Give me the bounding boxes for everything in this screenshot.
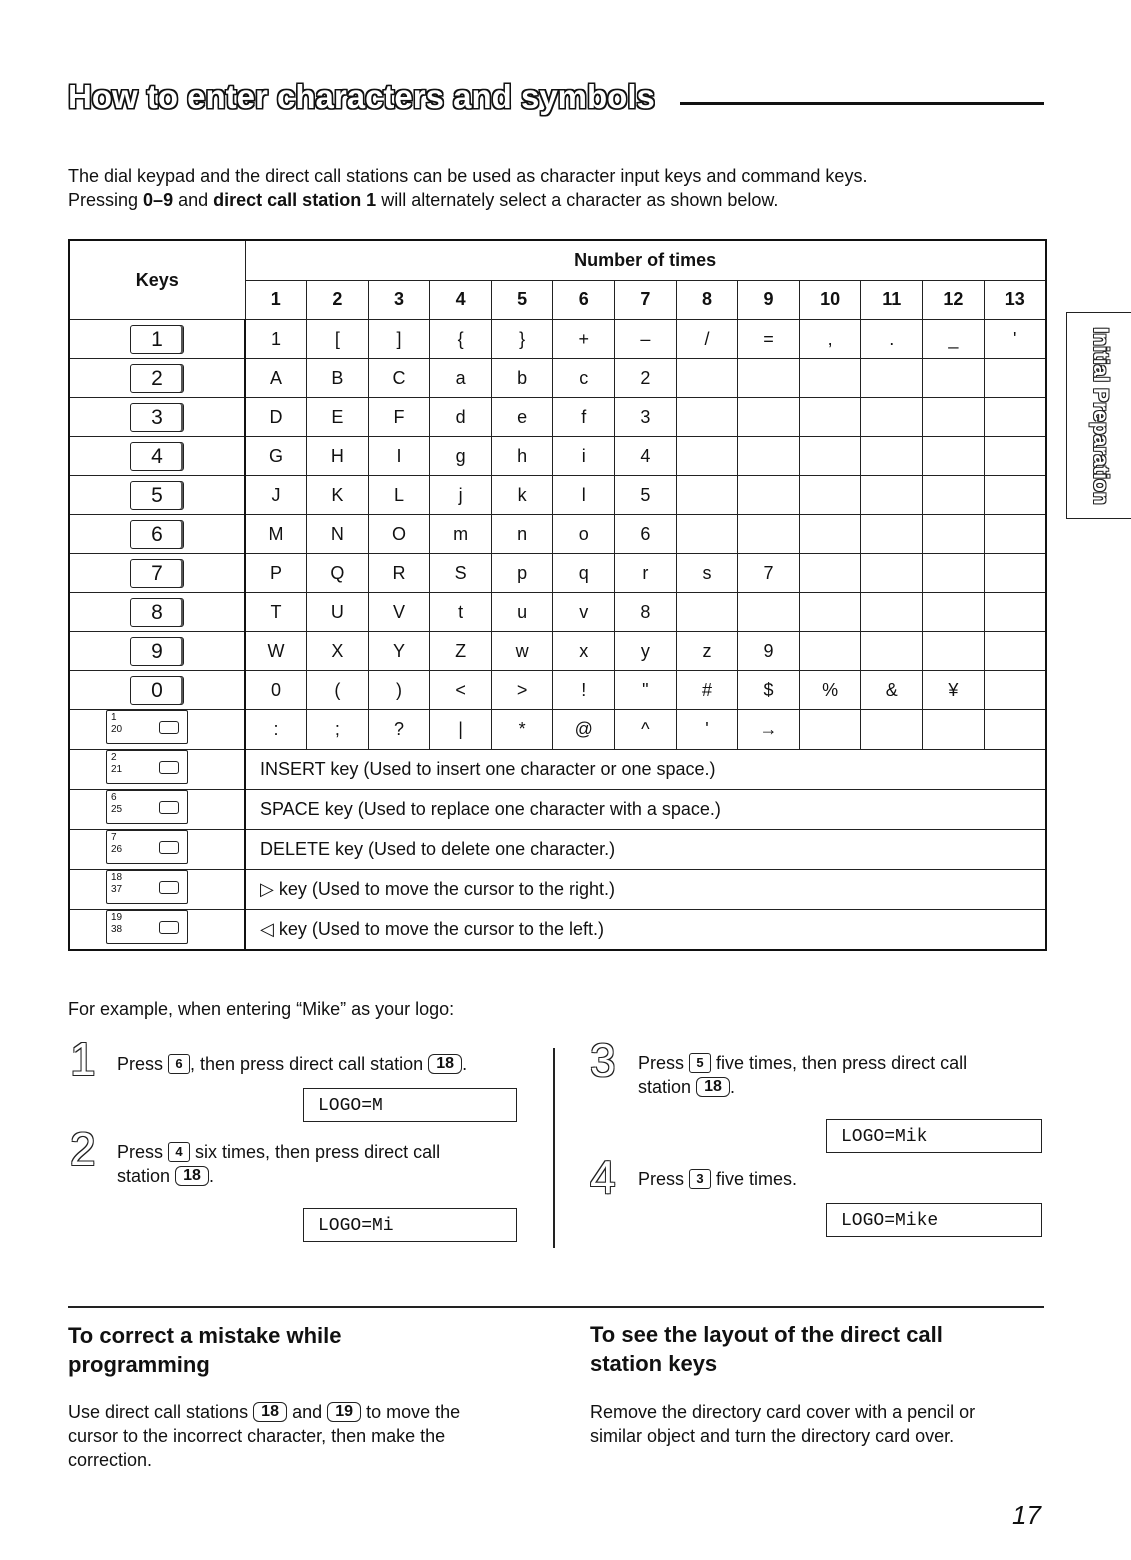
character-cell: 5 <box>615 476 677 515</box>
character-cell: w <box>491 632 553 671</box>
column-header: 7 <box>615 280 677 320</box>
character-cell: s <box>676 554 738 593</box>
station-18-icon: 18 <box>253 1402 287 1422</box>
character-cell: X <box>307 632 369 671</box>
key-cell <box>69 554 245 593</box>
lcd-display-step-2: LOGO=Mi <box>303 1208 517 1242</box>
character-cell: f <box>553 398 615 437</box>
station-number-bottom: 37 <box>111 884 123 895</box>
column-header: 5 <box>491 280 553 320</box>
character-cell: , <box>799 320 861 359</box>
character-cell <box>861 515 923 554</box>
page-number: 17 <box>1012 1500 1041 1530</box>
key-cell <box>69 593 245 632</box>
key-cell <box>69 910 245 951</box>
table-row <box>69 593 1046 632</box>
station-number-top: 18 <box>111 872 123 883</box>
character-cell <box>984 515 1046 554</box>
character-cell <box>861 593 923 632</box>
character-cell: Z <box>430 632 492 671</box>
character-cell: P <box>245 554 307 593</box>
character-cell <box>738 398 800 437</box>
character-cell <box>799 554 861 593</box>
direct-call-station-icon <box>106 870 188 904</box>
character-cell: N <box>307 515 369 554</box>
column-header: 2 <box>307 280 369 320</box>
keypad-key-icon: 4 <box>130 442 184 471</box>
station-button-icon <box>159 881 179 894</box>
character-cell: V <box>368 593 430 632</box>
character-cell <box>799 593 861 632</box>
direct-call-station-icon <box>106 750 188 784</box>
character-cell: # <box>676 671 738 710</box>
example-intro: For example, when entering “Mike” as your logo: <box>68 999 455 1019</box>
character-cell <box>861 632 923 671</box>
character-cell: g <box>430 437 492 476</box>
character-cell <box>923 398 985 437</box>
character-cell <box>799 359 861 398</box>
station-number-top: 1 <box>111 712 117 723</box>
character-cell: q <box>553 554 615 593</box>
character-cell: 2 <box>615 359 677 398</box>
character-cell: U <box>307 593 369 632</box>
command-description: SPACE key (Used to replace one character with a space.) <box>245 790 1046 830</box>
character-cell: 4 <box>615 437 677 476</box>
character-cell: & <box>861 671 923 710</box>
station-button-icon <box>159 841 179 854</box>
station-button-icon <box>159 721 179 734</box>
column-header: 6 <box>553 280 615 320</box>
column-header: 4 <box>430 280 492 320</box>
lcd-display-step-4: LOGO=Mike <box>826 1203 1042 1237</box>
character-cell: < <box>430 671 492 710</box>
character-cell <box>799 398 861 437</box>
title-rule <box>680 102 1044 105</box>
character-cell <box>984 671 1046 710</box>
character-cell: " <box>615 671 677 710</box>
column-header: 11 <box>861 280 923 320</box>
key-4-icon: 4 <box>168 1142 190 1162</box>
character-cell: 9 <box>738 632 800 671</box>
table-row <box>69 515 1046 554</box>
character-cell: [ <box>307 320 369 359</box>
key-5-icon: 5 <box>689 1053 711 1073</box>
character-cell <box>984 476 1046 515</box>
character-cell: | <box>430 710 492 750</box>
command-description: ◁ key (Used to move the cursor to the left.) <box>245 910 1046 951</box>
character-cell <box>923 476 985 515</box>
table-row <box>69 554 1046 593</box>
keypad-key-icon: 5 <box>130 481 184 510</box>
column-header: 3 <box>368 280 430 320</box>
character-cell: l <box>553 476 615 515</box>
character-cell: → <box>738 710 800 750</box>
character-cell: K <box>307 476 369 515</box>
direct-call-station-icon <box>106 790 188 824</box>
column-header: 1 <box>245 280 307 320</box>
key-cell <box>69 320 245 359</box>
character-cell <box>861 437 923 476</box>
key-cell <box>69 750 245 790</box>
character-cell: ( <box>307 671 369 710</box>
station-button-icon <box>159 761 179 774</box>
character-cell: z <box>676 632 738 671</box>
station-number-top: 19 <box>111 912 123 923</box>
character-cell: I <box>368 437 430 476</box>
character-cell <box>676 437 738 476</box>
character-cell: J <box>245 476 307 515</box>
character-cell: C <box>368 359 430 398</box>
character-cell: a <box>430 359 492 398</box>
character-cell: : <box>245 710 307 750</box>
character-cell <box>799 710 861 750</box>
character-cell <box>923 593 985 632</box>
station-18-icon: 18 <box>175 1166 209 1186</box>
character-cell: d <box>430 398 492 437</box>
character-cell <box>676 515 738 554</box>
character-cell <box>923 359 985 398</box>
character-cell: / <box>676 320 738 359</box>
key-cell <box>69 515 245 554</box>
character-cell <box>676 593 738 632</box>
command-description: ▷ key (Used to move the cursor to the right.) <box>245 870 1046 910</box>
character-cell: ] <box>368 320 430 359</box>
station-button-icon <box>159 921 179 934</box>
character-cell <box>676 398 738 437</box>
page-title: How to enter characters and symbols <box>68 78 655 115</box>
character-cell <box>861 359 923 398</box>
table-row <box>69 910 1046 951</box>
character-cell: M <box>245 515 307 554</box>
table-row <box>69 476 1046 515</box>
character-cell: * <box>491 710 553 750</box>
character-cell <box>861 398 923 437</box>
character-cell: E <box>307 398 369 437</box>
character-cell: R <box>368 554 430 593</box>
character-cell: o <box>553 515 615 554</box>
step-column-divider <box>553 1048 555 1248</box>
character-cell <box>984 710 1046 750</box>
character-cell <box>861 476 923 515</box>
character-cell: – <box>615 320 677 359</box>
character-cell: ' <box>984 320 1046 359</box>
station-number-top: 7 <box>111 832 117 843</box>
keypad-key-icon: 9 <box>130 637 184 666</box>
side-tab-label: Initial Preparation <box>1088 326 1112 505</box>
keypad-key-icon: 1 <box>130 325 184 354</box>
character-cell: ' <box>676 710 738 750</box>
character-cell: ^ <box>615 710 677 750</box>
character-cell: O <box>368 515 430 554</box>
character-cell: { <box>430 320 492 359</box>
station-number-bottom: 38 <box>111 924 123 935</box>
character-table <box>68 239 1047 951</box>
character-cell <box>923 632 985 671</box>
station-button-icon <box>159 801 179 814</box>
character-cell: p <box>491 554 553 593</box>
character-cell: j <box>430 476 492 515</box>
station-19-icon: 19 <box>327 1402 361 1422</box>
station-18-icon: 18 <box>696 1077 730 1097</box>
character-cell <box>923 554 985 593</box>
character-cell: . <box>861 320 923 359</box>
character-cell: = <box>738 320 800 359</box>
table-row <box>69 320 1046 359</box>
key-cell <box>69 437 245 476</box>
table-row <box>69 359 1046 398</box>
table-row <box>69 671 1046 710</box>
key-cell <box>69 790 245 830</box>
character-cell: % <box>799 671 861 710</box>
key-3-icon: 3 <box>689 1169 711 1189</box>
character-cell <box>984 632 1046 671</box>
character-cell: b <box>491 359 553 398</box>
correct-mistake-heading: To correct a mistake while programming <box>68 1323 342 1377</box>
character-cell <box>984 554 1046 593</box>
header-row <box>69 240 1046 280</box>
character-cell: L <box>368 476 430 515</box>
character-cell <box>923 515 985 554</box>
table-row <box>69 750 1046 790</box>
direct-call-station-icon <box>106 830 188 864</box>
table-row <box>69 398 1046 437</box>
step-3-text: Press 5 five times, then press direct call station 18 . <box>638 1053 968 1097</box>
character-cell: ¥ <box>923 671 985 710</box>
character-cell <box>799 437 861 476</box>
character-cell: Y <box>368 632 430 671</box>
character-cell: u <box>491 593 553 632</box>
direct-call-station-icon <box>106 710 188 744</box>
character-cell: } <box>491 320 553 359</box>
keypad-key-icon: 3 <box>130 403 184 432</box>
column-header: 8 <box>676 280 738 320</box>
character-cell <box>738 515 800 554</box>
step-number-2: 2 <box>70 1123 96 1175</box>
character-cell: H <box>307 437 369 476</box>
character-cell <box>984 437 1046 476</box>
station-number-top: 2 <box>111 752 117 763</box>
keypad-key-icon: 2 <box>130 364 184 393</box>
character-cell: @ <box>553 710 615 750</box>
column-header: 10 <box>799 280 861 320</box>
character-cell <box>923 710 985 750</box>
character-cell: e <box>491 398 553 437</box>
character-cell <box>861 710 923 750</box>
table-row <box>69 790 1046 830</box>
command-description: DELETE key (Used to delete one character.) <box>245 830 1046 870</box>
character-cell <box>738 437 800 476</box>
character-cell: n <box>491 515 553 554</box>
intro-line-1: The dial keypad and the direct call stations can be used as character input keys and command keys. <box>68 166 868 186</box>
character-cell <box>799 632 861 671</box>
character-cell <box>799 476 861 515</box>
character-cell: D <box>245 398 307 437</box>
character-cell: F <box>368 398 430 437</box>
step-4-text: Press 3 five times. <box>638 1169 798 1189</box>
keypad-key-icon: 6 <box>130 520 184 549</box>
step-number-1: 1 <box>70 1033 96 1085</box>
table-row <box>69 632 1046 671</box>
character-cell: ; <box>307 710 369 750</box>
character-cell <box>738 359 800 398</box>
character-cell: + <box>553 320 615 359</box>
character-cell: 3 <box>615 398 677 437</box>
character-cell <box>676 476 738 515</box>
character-cell: t <box>430 593 492 632</box>
section-rule <box>68 1306 1044 1308</box>
character-cell: G <box>245 437 307 476</box>
station-number-bottom: 26 <box>111 844 123 855</box>
step-number-4: 4 <box>590 1151 616 1203</box>
character-cell <box>984 398 1046 437</box>
character-cell: B <box>307 359 369 398</box>
table-row <box>69 830 1046 870</box>
character-cell: c <box>553 359 615 398</box>
character-cell: ! <box>553 671 615 710</box>
key-cell <box>69 359 245 398</box>
table-row <box>69 710 1046 750</box>
character-cell <box>738 476 800 515</box>
keypad-key-icon: 0 <box>130 676 184 705</box>
column-header: 12 <box>923 280 985 320</box>
step-1-text: Press 6 , then press direct call station 18 . <box>117 1054 468 1074</box>
column-header: 9 <box>738 280 800 320</box>
character-cell <box>799 515 861 554</box>
key-cell <box>69 710 245 750</box>
character-cell: _ <box>923 320 985 359</box>
character-cell: ) <box>368 671 430 710</box>
station-18-icon: 18 <box>428 1054 462 1074</box>
intro-line-2: Pressing 0–9 and direct call station 1 will alternately select a character as shown below. <box>68 190 779 210</box>
layout-heading: To see the layout of the direct call station keys <box>590 1322 943 1376</box>
step-number-3: 3 <box>590 1034 616 1086</box>
column-header: 13 <box>984 280 1046 320</box>
table-row <box>69 437 1046 476</box>
character-cell: 7 <box>738 554 800 593</box>
character-cell: A <box>245 359 307 398</box>
character-cell: 0 <box>245 671 307 710</box>
station-number-bottom: 21 <box>111 764 123 775</box>
layout-text: Remove the directory card cover with a pencil or similar object and turn the directory card over. <box>590 1402 976 1446</box>
station-number-bottom: 25 <box>111 804 123 815</box>
character-cell: h <box>491 437 553 476</box>
table-row <box>69 870 1046 910</box>
character-cell: S <box>430 554 492 593</box>
character-cell <box>738 593 800 632</box>
key-cell <box>69 671 245 710</box>
character-cell: > <box>491 671 553 710</box>
lcd-display-step-1: LOGO=M <box>303 1088 517 1122</box>
character-cell: k <box>491 476 553 515</box>
key-cell <box>69 870 245 910</box>
key-cell <box>69 398 245 437</box>
character-cell: i <box>553 437 615 476</box>
station-number-top: 6 <box>111 792 117 803</box>
character-cell: T <box>245 593 307 632</box>
character-cell <box>923 437 985 476</box>
key-cell <box>69 830 245 870</box>
station-number-bottom: 20 <box>111 724 123 735</box>
character-cell <box>984 593 1046 632</box>
key-6-icon: 6 <box>168 1054 190 1074</box>
character-cell: $ <box>738 671 800 710</box>
key-cell <box>69 632 245 671</box>
character-cell: v <box>553 593 615 632</box>
character-cell: ? <box>368 710 430 750</box>
command-description: INSERT key (Used to insert one character or one space.) <box>245 750 1046 790</box>
step-2-text: Press 4 six times, then press direct call station 18 . <box>117 1142 441 1186</box>
times-header: Number of times <box>245 240 1046 280</box>
character-cell: Q <box>307 554 369 593</box>
character-cell: 1 <box>245 320 307 359</box>
character-cell: W <box>245 632 307 671</box>
section-side-tab <box>1066 312 1131 519</box>
keys-header: Keys <box>69 240 245 320</box>
direct-call-station-icon <box>106 910 188 944</box>
key-cell <box>69 476 245 515</box>
character-cell: r <box>615 554 677 593</box>
correct-mistake-text: Use direct call stations 18 and 19 to move the cursor to the incorrect character, then make the correction. <box>68 1402 461 1470</box>
keypad-key-icon: 7 <box>130 559 184 588</box>
character-cell: y <box>615 632 677 671</box>
lcd-display-step-3: LOGO=Mik <box>826 1119 1042 1153</box>
keypad-key-icon: 8 <box>130 598 184 627</box>
character-cell: 8 <box>615 593 677 632</box>
character-cell <box>984 359 1046 398</box>
character-cell: 6 <box>615 515 677 554</box>
character-cell: x <box>553 632 615 671</box>
character-cell <box>861 554 923 593</box>
character-cell <box>676 359 738 398</box>
character-cell: m <box>430 515 492 554</box>
